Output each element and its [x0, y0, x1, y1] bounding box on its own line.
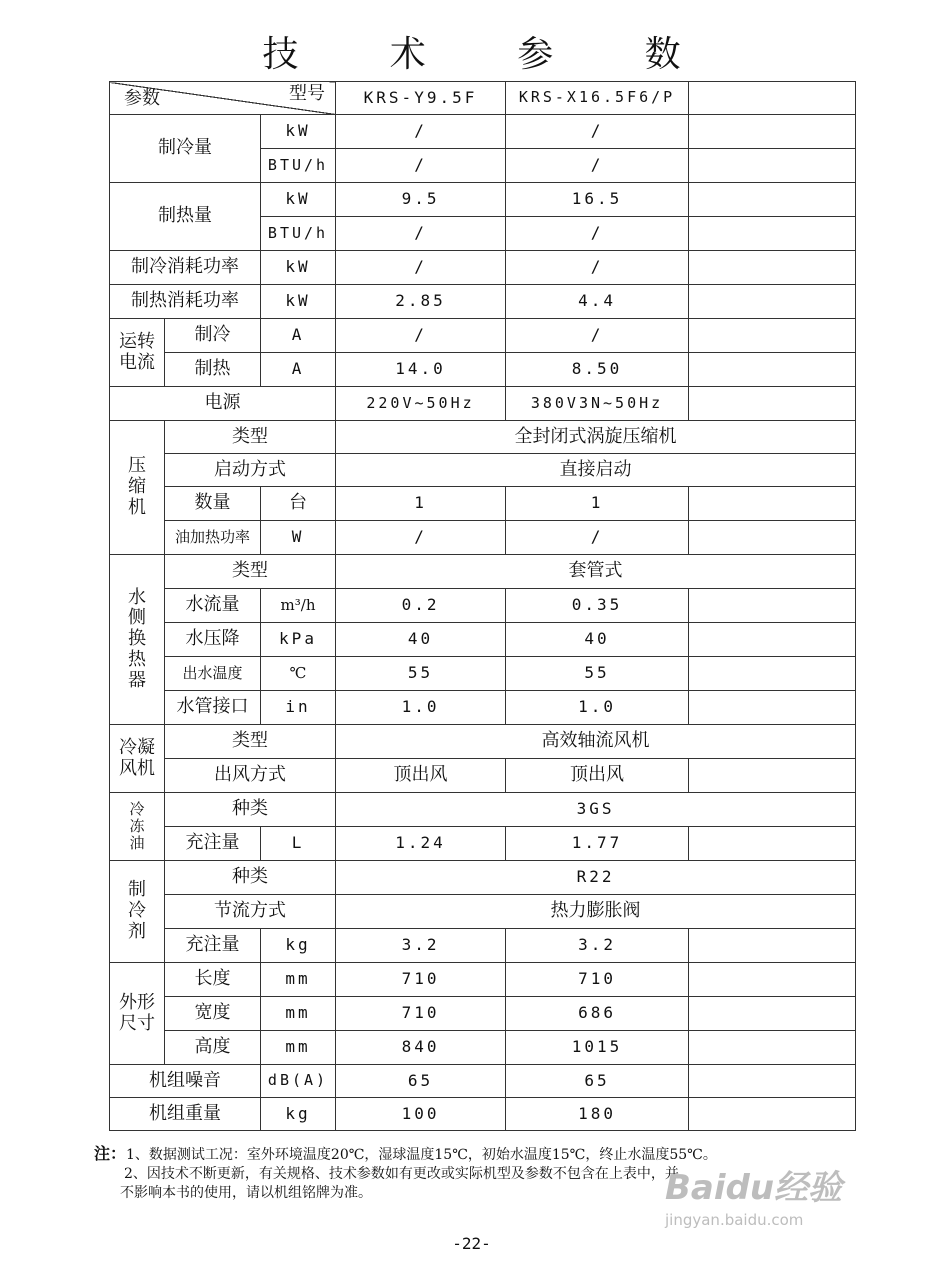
value-cell: /: [506, 319, 689, 353]
water-hx-label: [110, 555, 165, 725]
table-row: [110, 353, 856, 387]
value-cell: /: [336, 251, 506, 285]
unit-cell: kPa: [261, 623, 336, 657]
value-cell: /: [336, 521, 506, 555]
model-label: 型号: [289, 83, 326, 104]
model-3: [689, 82, 856, 115]
note-line-2: 2、因技术不断更新，有关规格、技术参数如有更改或实际机型及参数不包含在上表中，并: [124, 1166, 679, 1182]
value-cell: 1.0: [506, 691, 689, 725]
value-cell: 8.50: [506, 353, 689, 387]
unit-cell: ℃: [261, 657, 336, 691]
value-cell: [689, 1031, 856, 1065]
watermark-logo: [665, 1160, 905, 1229]
value-cell: [689, 1098, 856, 1131]
table-row: [110, 759, 856, 793]
value-cell: 1.0: [336, 691, 506, 725]
weight-label: 机组重量: [110, 1098, 261, 1131]
value-cell: 0.35: [506, 589, 689, 623]
unit-cell: A: [261, 319, 336, 353]
current-cool-label: 制冷: [165, 319, 261, 353]
table-row: [110, 1098, 856, 1131]
note-line-3: 不影响本书的使用，请以机组铭牌为准。: [120, 1185, 372, 1201]
value-cell: 840: [336, 1031, 506, 1065]
value-cell: [689, 657, 856, 691]
value-cell: [689, 183, 856, 217]
compressor-label: [110, 421, 165, 555]
unit-cell: kg: [261, 929, 336, 963]
value-cell: 710: [336, 997, 506, 1031]
value-cell: 686: [506, 997, 689, 1031]
refrigerant-kind-value: R22: [336, 861, 856, 895]
value-cell: 1: [506, 487, 689, 521]
table-row: [110, 183, 856, 217]
value-cell: [689, 997, 856, 1031]
refrigerant-text: 制冷剂: [128, 879, 146, 942]
value-cell: 9.5: [336, 183, 506, 217]
unit-cell: 台: [261, 487, 336, 521]
table-row: [110, 1065, 856, 1098]
unit-cell: kW: [261, 183, 336, 217]
table-row: [110, 251, 856, 285]
water-hx-text: 水侧换热器: [128, 586, 146, 691]
heating-power-label: 制热消耗功率: [110, 285, 261, 319]
value-cell: [689, 251, 856, 285]
value-cell: [689, 963, 856, 997]
table-row: [110, 895, 856, 929]
table-row: [110, 623, 856, 657]
table-row: [110, 1031, 856, 1065]
value-cell: 顶出风: [336, 759, 506, 793]
compressor-start-label: 启动方式: [165, 454, 336, 487]
unit-cell: dB(A): [261, 1065, 336, 1098]
value-cell: [689, 149, 856, 183]
value-cell: /: [336, 149, 506, 183]
width-label: 宽度: [165, 997, 261, 1031]
throttle-label: 节流方式: [165, 895, 336, 929]
value-cell: [689, 115, 856, 149]
unit-cell: L: [261, 827, 336, 861]
unit-cell: kW: [261, 251, 336, 285]
fan-type-label: 类型: [165, 725, 336, 759]
value-cell: /: [506, 251, 689, 285]
water-flow-label: 水流量: [165, 589, 261, 623]
watermark-brand: Baidu经验: [665, 1168, 843, 1208]
value-cell: 1.77: [506, 827, 689, 861]
value-cell: [689, 1065, 856, 1098]
value-cell: 1015: [506, 1031, 689, 1065]
compressor-qty-label: 数量: [165, 487, 261, 521]
value-cell: 14.0: [336, 353, 506, 387]
value-cell: [689, 623, 856, 657]
oil-kind-value: 3GS: [336, 793, 856, 827]
value-cell: [689, 387, 856, 421]
water-drop-label: 水压降: [165, 623, 261, 657]
table-row: [110, 861, 856, 895]
value-cell: [689, 217, 856, 251]
condenser-fan-text: 冷凝风机: [119, 736, 155, 779]
table-row: [110, 421, 856, 454]
spec-table: [109, 81, 856, 1131]
fan-outlet-label: 出风方式: [165, 759, 336, 793]
table-header-row: [110, 82, 856, 115]
compressor-type-value: 全封闭式涡旋压缩机: [336, 421, 856, 454]
dimensions-text: 外形尺寸: [119, 991, 155, 1034]
unit-cell: W: [261, 521, 336, 555]
unit-cell: kW: [261, 285, 336, 319]
model-1: KRS-Y9.5F: [336, 82, 506, 115]
heating-capacity-label: 制热量: [110, 183, 261, 251]
oil-charge-label: 充注量: [165, 827, 261, 861]
unit-cell: kW: [261, 115, 336, 149]
refrigerant-label: [110, 861, 165, 963]
value-cell: 100: [336, 1098, 506, 1131]
compressor-heater-label: 油加热功率: [165, 521, 261, 555]
oil-text: 冷冻油: [129, 799, 145, 853]
value-cell: 65: [336, 1065, 506, 1098]
running-current-text: 运转电流: [119, 330, 155, 373]
value-cell: [689, 521, 856, 555]
table-row: [110, 691, 856, 725]
value-cell: 65: [506, 1065, 689, 1098]
unit-cell: BTU/h: [261, 217, 336, 251]
table-row: [110, 387, 856, 421]
fan-type-value: 高效轴流风机: [336, 725, 856, 759]
model-2: KRS-X16.5F6/P: [506, 82, 689, 115]
value-cell: 55: [336, 657, 506, 691]
value-cell: [689, 827, 856, 861]
value-cell: [689, 285, 856, 319]
value-cell: 1: [336, 487, 506, 521]
value-cell: 4.4: [506, 285, 689, 319]
length-label: 长度: [165, 963, 261, 997]
value-cell: /: [336, 217, 506, 251]
unit-cell: m³/h: [261, 589, 336, 623]
table-row: [110, 793, 856, 827]
refrigerant-charge-label: 充注量: [165, 929, 261, 963]
current-heat-label: 制热: [165, 353, 261, 387]
watermark-site: jingyan.baidu.com: [665, 1211, 804, 1229]
throttle-value: 热力膨胀阀: [336, 895, 856, 929]
value-cell: 710: [336, 963, 506, 997]
value-cell: 3.2: [336, 929, 506, 963]
unit-cell: BTU/h: [261, 149, 336, 183]
table-row: [110, 521, 856, 555]
value-cell: /: [506, 149, 689, 183]
value-cell: [689, 319, 856, 353]
value-cell: /: [336, 115, 506, 149]
value-cell: 710: [506, 963, 689, 997]
water-outlet-label: 出水温度: [165, 657, 261, 691]
value-cell: [689, 589, 856, 623]
value-cell: /: [506, 521, 689, 555]
table-row: [110, 997, 856, 1031]
value-cell: 16.5: [506, 183, 689, 217]
table-row: [110, 827, 856, 861]
value-cell: 3.2: [506, 929, 689, 963]
refrigerant-kind-label: 种类: [165, 861, 336, 895]
value-cell: 2.85: [336, 285, 506, 319]
header-diagonal-cell: [110, 82, 336, 115]
dimensions-label: [110, 963, 165, 1065]
value-cell: 180: [506, 1098, 689, 1131]
unit-cell: A: [261, 353, 336, 387]
value-cell: 0.2: [336, 589, 506, 623]
table-row: [110, 929, 856, 963]
table-row: [110, 963, 856, 997]
value-cell: 1.24: [336, 827, 506, 861]
table-row: [110, 487, 856, 521]
table-row: [110, 555, 856, 589]
cooling-capacity-label: 制冷量: [110, 115, 261, 183]
table-row: [110, 454, 856, 487]
page-number: -22-: [452, 1234, 491, 1253]
table-row: [110, 725, 856, 759]
unit-cell: in: [261, 691, 336, 725]
value-cell: [689, 691, 856, 725]
oil-label: [110, 793, 165, 861]
cooling-power-label: 制冷消耗功率: [110, 251, 261, 285]
value-cell: 顶出风: [506, 759, 689, 793]
value-cell: [689, 929, 856, 963]
value-cell: /: [506, 115, 689, 149]
unit-cell: mm: [261, 1031, 336, 1065]
running-current-label: [110, 319, 165, 387]
unit-cell: mm: [261, 963, 336, 997]
value-cell: [689, 759, 856, 793]
value-cell: 220V~50Hz: [336, 387, 506, 421]
table-row: [110, 285, 856, 319]
height-label: 高度: [165, 1031, 261, 1065]
water-hx-type-value: 套管式: [336, 555, 856, 589]
unit-cell: mm: [261, 997, 336, 1031]
table-row: [110, 589, 856, 623]
value-cell: 55: [506, 657, 689, 691]
power-supply-label: 电源: [110, 387, 336, 421]
value-cell: 40: [336, 623, 506, 657]
compressor-text: 压缩机: [128, 455, 146, 518]
param-label: 参数: [124, 88, 160, 110]
water-hx-type-label: 类型: [165, 555, 336, 589]
noise-label: 机组噪音: [110, 1065, 261, 1098]
value-cell: [689, 353, 856, 387]
condenser-fan-label: [110, 725, 165, 793]
compressor-start-value: 直接启动: [336, 454, 856, 487]
note-1-text: 1、数据测试工况：室外环境温度20℃，湿球温度15℃，初始水温度15℃，终止水温度55℃。: [126, 1147, 717, 1163]
page-title: 技 术 参 数: [262, 34, 721, 75]
unit-cell: kg: [261, 1098, 336, 1131]
notes-label: 注：: [94, 1144, 127, 1163]
value-cell: [689, 487, 856, 521]
table-row: [110, 319, 856, 353]
value-cell: 40: [506, 623, 689, 657]
compressor-type-label: 类型: [165, 421, 336, 454]
value-cell: 380V3N~50Hz: [506, 387, 689, 421]
value-cell: /: [336, 319, 506, 353]
table-row: [110, 657, 856, 691]
table-row: [110, 115, 856, 149]
water-pipe-label: 水管接口: [165, 691, 261, 725]
value-cell: /: [506, 217, 689, 251]
oil-kind-label: 种类: [165, 793, 336, 827]
